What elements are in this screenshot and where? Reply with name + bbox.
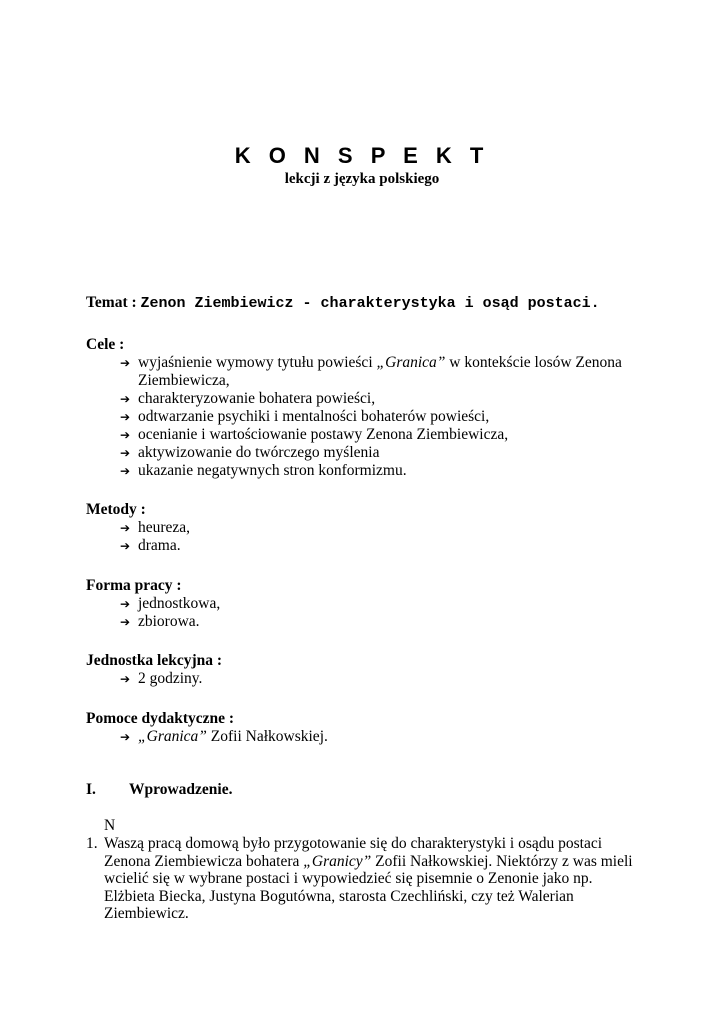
document-title: K O N S P E K T [234, 143, 490, 168]
goal-text: ukazanie negatywnych stron konformizmu. [138, 462, 407, 479]
arrow-icon: ➔ [120, 672, 131, 686]
method-text: drama. [138, 537, 181, 554]
goals-section [86, 336, 646, 480]
list-item [120, 613, 646, 631]
goal-text: ocenianie i wartościowanie postawy Zenona Ziembiewicza, [138, 426, 509, 443]
arrow-icon: ➔ [120, 410, 131, 424]
arrow-icon: ➔ [120, 615, 131, 629]
arrow-icon: ➔ [120, 597, 131, 611]
list-item [120, 354, 646, 390]
stray-letter: N [104, 817, 116, 834]
goals-list [86, 354, 646, 480]
arrow-icon: ➔ [120, 392, 131, 406]
teaching-aid-text: Zofii Nałkowskiej. [206, 728, 328, 745]
topic-line [86, 294, 600, 312]
work-form-list [86, 595, 646, 631]
section-number: I. [86, 781, 96, 798]
paragraph-number: 1. [86, 835, 98, 852]
topic-label: Temat : [86, 294, 137, 311]
arrow-icon: ➔ [120, 730, 131, 744]
methods-list [86, 519, 646, 555]
arrow-icon: ➔ [120, 521, 131, 535]
list-item [120, 390, 646, 408]
arrow-icon: ➔ [120, 356, 131, 370]
goal-text: odtwarzanie psychiki i mentalności bohaterów powieści, [138, 408, 490, 425]
work-form-section [86, 577, 646, 631]
arrow-icon: ➔ [120, 539, 131, 553]
lesson-unit-list [86, 670, 646, 688]
goal-text: wyjaśnienie wymowy tytułu powieści [138, 354, 377, 371]
work-form-label: Forma pracy : [86, 577, 182, 594]
list-item [120, 444, 646, 462]
teaching-aids-list [86, 728, 646, 746]
paragraph-text [104, 835, 646, 923]
methods-label: Metody : [86, 501, 146, 518]
lesson-unit-section [86, 652, 646, 688]
novel-title: „Granica” [376, 354, 446, 371]
arrow-icon: ➔ [120, 464, 131, 478]
list-item [120, 462, 646, 480]
arrow-icon: ➔ [120, 446, 131, 460]
section-title: Wprowadzenie. [129, 781, 233, 798]
lesson-unit-label: Jednostka lekcyjna : [86, 652, 223, 669]
goal-text: charakteryzowanie bohatera powieści, [138, 390, 376, 407]
novel-title: „Granicy” [303, 852, 372, 870]
document-subtitle: lekcji z języka polskiego [284, 171, 440, 187]
teaching-aids-label: Pomoce dydaktyczne : [86, 710, 235, 727]
list-item [120, 408, 646, 426]
section-heading [86, 781, 232, 799]
arrow-icon: ➔ [120, 428, 131, 442]
goal-text: aktywizowanie do twórczego myślenia [138, 444, 380, 461]
paragraph-text-part: Waszą pracą domową było przygotowanie się do charakterystyki i osądu postaci Zenona Ziembiewicza bohatera [104, 835, 603, 870]
topic-value: Zenon Ziembiewicz - charakterystyka i osąd postaci. [140, 295, 600, 312]
methods-section [86, 501, 646, 555]
list-item [120, 728, 646, 746]
list-item [120, 595, 646, 613]
goal-text: w kontekście losów Zenona Ziembiewicza, [138, 354, 622, 389]
list-item [120, 670, 646, 688]
work-form-text: jednostkowa, [138, 595, 221, 612]
list-item [120, 519, 646, 537]
goals-label: Cele : [86, 336, 125, 353]
method-text: heureza, [138, 519, 191, 536]
paragraph-text-part: Zofii Nałkowskiej. Niektórzy z was mieli wcielić się w wybrane postaci i wypowiedzieć się pisemnie o Zenonie jako np. Elżbieta Biecka, Justyna Bogutówna, starosta Czechliński, czy też Walerian Ziembiewicz. [104, 852, 633, 922]
work-form-text: zbiorowa. [138, 613, 200, 630]
teaching-aids-section [86, 710, 646, 746]
novel-title: „Granica” [138, 728, 207, 745]
lesson-unit-text: 2 godziny. [138, 670, 203, 687]
numbered-paragraph [86, 835, 646, 923]
list-item [120, 426, 646, 444]
list-item [120, 537, 646, 555]
